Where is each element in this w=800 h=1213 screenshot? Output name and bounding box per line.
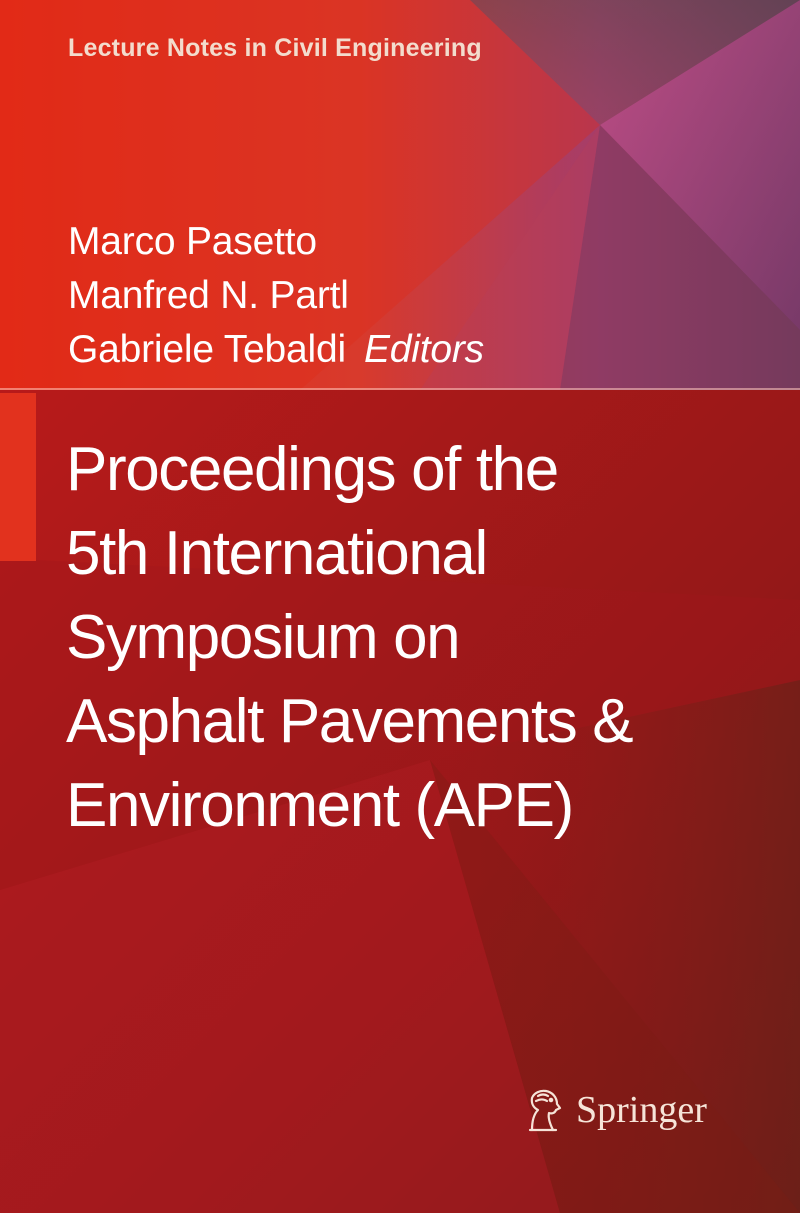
divider-line <box>0 388 800 390</box>
editor-name-text: Gabriele Tebaldi <box>68 328 346 371</box>
editor-name-last <box>68 323 484 377</box>
editor-name: Marco Pasetto <box>68 220 317 263</box>
springer-horse-logo-icon <box>522 1086 566 1134</box>
publisher-name: Springer <box>576 1089 707 1131</box>
accent-bar <box>0 393 36 561</box>
editor-name: Manfred N. Partl <box>68 274 349 317</box>
title-line: Asphalt Pavements & <box>66 687 633 756</box>
title-line: Environment (APE) <box>66 771 573 840</box>
editors-role: Editors <box>363 328 484 371</box>
series-title: Lecture Notes in Civil Engineering <box>68 34 482 62</box>
editors-block <box>68 215 484 377</box>
title-line: Proceedings of the <box>66 435 558 504</box>
publisher-mark <box>522 1086 707 1134</box>
title-line: Symposium on <box>66 603 460 672</box>
title-line: 5th International <box>66 519 487 588</box>
book-title <box>66 428 632 848</box>
